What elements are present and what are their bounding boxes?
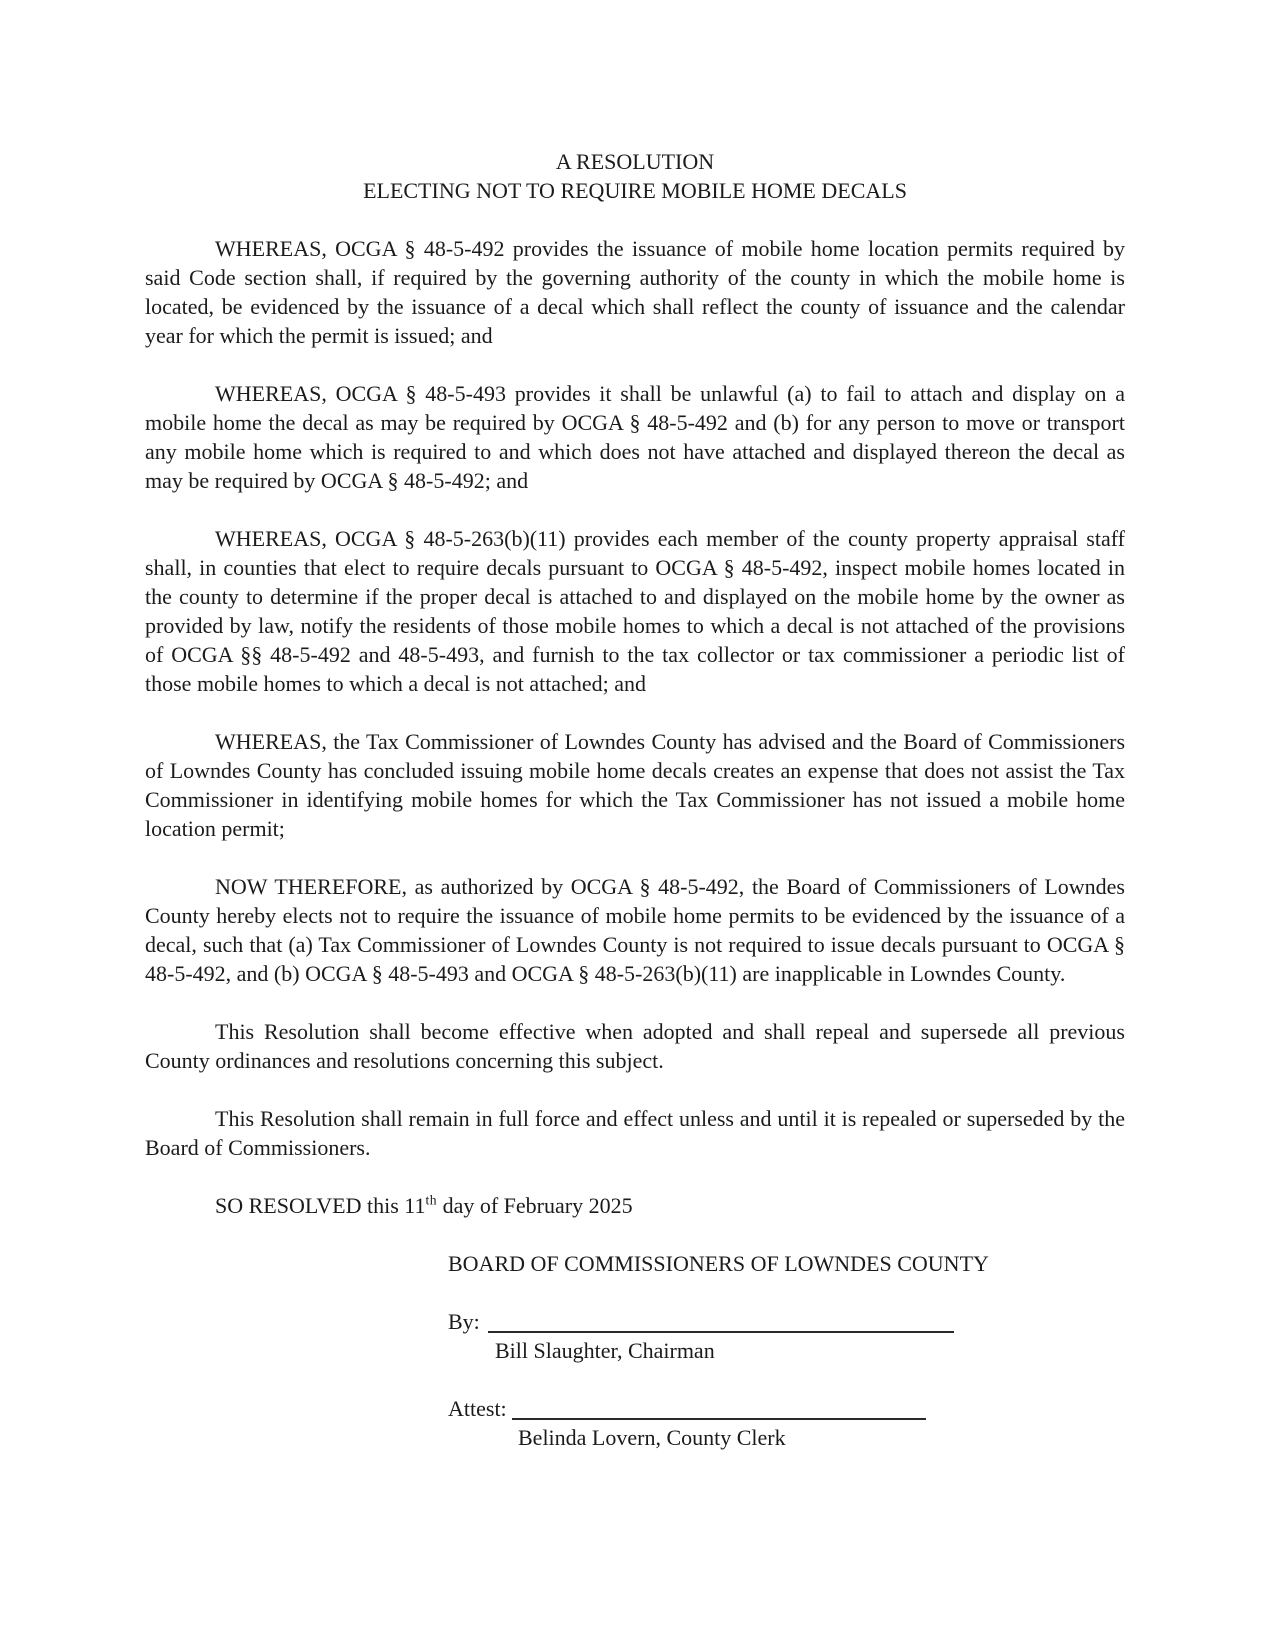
attest-label: Attest: — [448, 1396, 507, 1421]
ordinal-superscript: th — [425, 1192, 438, 1208]
attest-signatory-name: Belinda Lovern, County Clerk — [518, 1425, 786, 1450]
so-resolved-prefix: SO RESOLVED this 11 — [215, 1193, 426, 1218]
paragraph-effective-clause: This Resolution shall become effective when adopted and shall repeal and supersede all previous County ordinances and resolutions concerning this subject. — [145, 1019, 1125, 1073]
signature-org-line: BOARD OF COMMISSIONERS OF LOWNDES COUNTY — [448, 1251, 989, 1276]
signature-block — [448, 1249, 1125, 1452]
paragraph-whereas-493: WHEREAS, OCGA § 48-5-493 provides it shall be unlawful (a) to fail to attach and display on a mobile home the decal as may be required by OCGA § 48-5-492 and (b) for any person to move or transport any mobile home which is required to and which does not have attached and displayed thereon the decal as may be required by OCGA § 48-5-492; and — [145, 381, 1125, 493]
attest-row — [448, 1394, 1125, 1423]
so-resolved-line — [145, 1191, 1125, 1220]
title-line-1: A RESOLUTION — [555, 149, 715, 174]
attest-signature-line — [512, 1396, 926, 1420]
paragraph-whereas-263b11: WHEREAS, OCGA § 48-5-263(b)(11) provides each member of the county property appraisal staff shall, in counties that elect to require decals pursuant to OCGA § 48-5-492, inspect mobile homes located in the county to determine if the proper decal is attached to and displayed on the mobile home by the owner as provided by law, notify the residents of those mobile homes to which a decal is not attached of the provisions of OCGA §§ 48-5-492 and 48-5-493, and furnish to the tax collector or tax commissioner a periodic list of those mobile homes to which a decal is not attached; and — [145, 526, 1125, 696]
by-signature-line — [488, 1309, 954, 1333]
document-title — [145, 147, 1125, 205]
by-row — [448, 1307, 1125, 1336]
by-signatory-name: Bill Slaughter, Chairman — [495, 1338, 715, 1363]
paragraph-full-force-clause: This Resolution shall remain in full force and effect unless and until it is repealed or superseded by the Board of Commissioners. — [145, 1106, 1125, 1160]
paragraph-whereas-492: WHEREAS, OCGA § 48-5-492 provides the issuance of mobile home location permits required by said Code section shall, if required by the governing authority of the county in which the mobile home is located, be evidenced by the issuance of a decal which shall reflect the county of issuance and the calendar year for which the permit is issued; and — [145, 236, 1125, 348]
paragraph-whereas-tax-commissioner: WHEREAS, the Tax Commissioner of Lowndes County has advised and the Board of Commissioners of Lowndes County has concluded issuing mobile home decals creates an expense that does not assist the Tax Commissioner in identifying mobile homes for which the Tax Commissioner has not issued a mobile home location permit; — [145, 729, 1125, 841]
paragraph-now-therefore: NOW THEREFORE, as authorized by OCGA § 48-5-492, the Board of Commissioners of Lowndes County hereby elects not to require the issuance of mobile home permits to be evidenced by the issuance of a decal, such that (a) Tax Commissioner of Lowndes County is not required to issue decals pursuant to OCGA § 48-5-492, and (b) OCGA § 48-5-493 and OCGA § 48-5-263(b)(11) are inapplicable in Lowndes County. — [145, 874, 1125, 986]
so-resolved-suffix: day of February 2025 — [437, 1193, 633, 1218]
title-line-2: ELECTING NOT TO REQUIRE MOBILE HOME DECALS — [363, 178, 907, 203]
by-label: By: — [448, 1309, 480, 1334]
